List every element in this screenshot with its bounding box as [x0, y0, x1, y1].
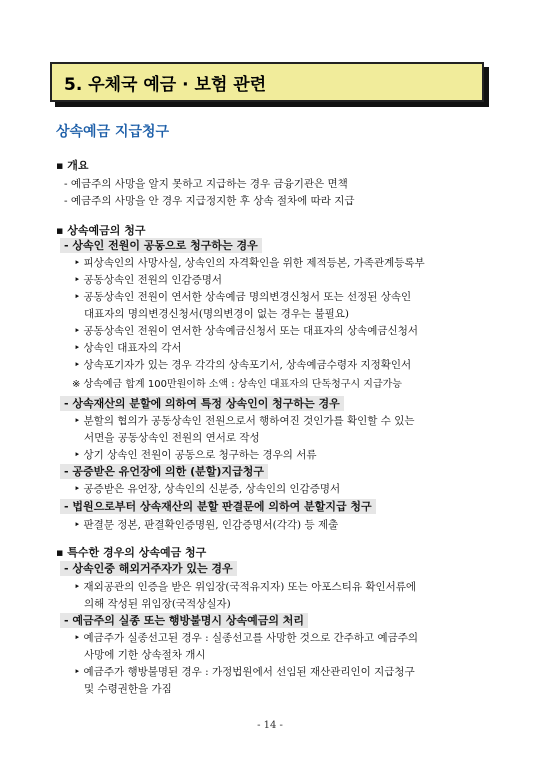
- section-title: 5. 우체국 예금 · 보험 관련: [64, 74, 267, 95]
- s2a-item-5: ‣ 상속인 대표자의 각서: [74, 342, 182, 354]
- s2-heading: ▪ 상속예금의 청구: [56, 224, 146, 237]
- s3a-item-1: ‣ 재외공관의 인증을 받은 위임장(국적유지자) 또는 아포스티유 확인서류에: [74, 581, 417, 593]
- s2a-item-3-cont: 대표자의 명의변경신청서(명의변경이 없는 경우는 불필요): [84, 308, 349, 320]
- s3b-item-1-cont: 사망에 기한 상속절차 개시: [84, 649, 206, 661]
- page-subtitle: 상속예금 지급청구: [56, 124, 170, 140]
- s2a-item-1: ‣ 피상속인의 사망사실, 상속인의 자격확인을 위한 제적등본, 가족관계등록부: [74, 257, 425, 269]
- s2d-heading: - 법원으로부터 상속재산의 분할 판결문에 의하여 분할지급 청구: [60, 500, 376, 514]
- s3b-item-1: ‣ 예금주가 실종선고된 경우 : 실종선고를 사망한 것으로 간주하고 예금주의: [74, 632, 419, 644]
- page-number: - 14 -: [257, 720, 283, 731]
- s2a-heading: - 상속인 전원이 공동으로 청구하는 경우: [60, 239, 262, 253]
- s2a-note: ※ 상속예금 합계 100만원이하 소액 : 상속인 대표자의 단독청구시 지급가능: [72, 379, 402, 390]
- s2c-heading: - 공증받은 유언장에 의한 (분할)지급청구: [60, 465, 268, 479]
- s2d-item-1: ‣ 판결문 정본, 판결확인증명원, 인감증명서(각각) 등 제출: [74, 519, 339, 531]
- s2b-item-1-cont: 서면을 공동상속인 전원의 연서로 작성: [84, 432, 260, 444]
- s2a-item-6: ‣ 상속포기자가 있는 경우 각각의 상속포기서, 상속예금수령자 지정확인서: [74, 359, 412, 371]
- s2a-item-2: ‣ 공동상속인 전원의 인감증명서: [74, 274, 223, 286]
- s1-item-2: - 예금주의 사망을 안 경우 지급정지한 후 상속 절차에 따라 지급: [64, 195, 355, 207]
- s2c-item-1: ‣ 공증받은 유언장, 상속인의 신분증, 상속인의 인감증명서: [74, 483, 341, 495]
- s1-heading: ▪ 개요: [56, 159, 89, 172]
- s2b-item-1: ‣ 분할의 협의가 공동상속인 전원으로서 행하여진 것인가를 확인할 수 있는: [74, 415, 415, 427]
- s2b-item-2: ‣ 상기 상속인 전원이 공동으로 청구하는 경우의 서류: [74, 449, 317, 461]
- s1-item-1: - 예금주의 사망을 알지 못하고 지급하는 경우 금융기관은 면책: [64, 178, 348, 190]
- section-title-box: [50, 62, 484, 102]
- s3a-heading: - 상속인중 해외거주자가 있는 경우: [60, 562, 237, 576]
- s3b-heading: - 예금주의 실종 또는 행방불명시 상속예금의 처리: [60, 614, 308, 628]
- s2a-item-3: ‣ 공동상속인 전원이 연서한 상속예금 명의변경신청서 또는 선정된 상속인: [74, 291, 412, 303]
- s3a-item-1-cont: 의해 작성된 위임장(국적상실자): [84, 598, 231, 610]
- s2b-heading: - 상속재산의 분할에 의하여 특정 상속인이 청구하는 경우: [60, 397, 344, 411]
- s3b-item-2: ‣ 예금주가 행방불명된 경우 : 가정법원에서 선임된 재산관리인이 지급청구: [74, 666, 415, 678]
- s3b-item-2-cont: 및 수령권한을 가짐: [84, 683, 172, 695]
- s3-heading: ▪ 특수한 경우의 상속예금 청구: [56, 546, 207, 559]
- s2a-item-4: ‣ 공동상속인 전원이 연서한 상속예금신청서 또는 대표자의 상속예금신청서: [74, 325, 418, 337]
